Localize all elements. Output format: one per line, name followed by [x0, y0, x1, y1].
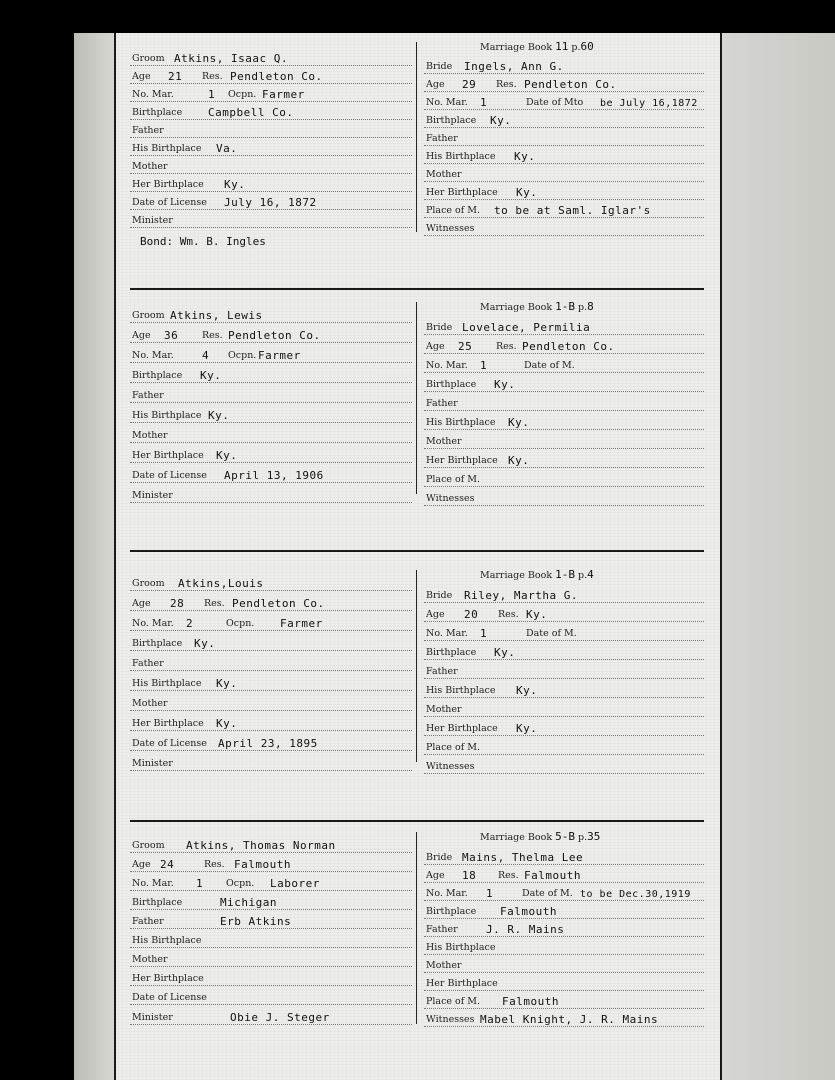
- res-label: Res.: [202, 330, 223, 341]
- groom-name: Atkins, Isaac Q.: [174, 52, 288, 65]
- bride-birthplace: Ky.: [490, 114, 512, 127]
- no-mar-label: No. Mar.: [132, 618, 174, 629]
- bride-residence: Falmouth: [524, 869, 581, 882]
- date-of-license: July 16, 1872: [224, 196, 317, 209]
- bride-his-birthplace-row: [424, 679, 704, 698]
- bride-father-label: Father: [426, 666, 458, 677]
- her-birthplace-row: [130, 444, 412, 463]
- card-divider: [416, 832, 417, 1024]
- bride-her-birthplace-row: [424, 717, 704, 736]
- his-birthplace-row: [130, 404, 412, 423]
- bride-name: Riley, Martha G.: [464, 589, 578, 602]
- his-birthplace-label: His Birthplace: [132, 143, 202, 154]
- bride-no-mar-label: No. Mar.: [426, 628, 468, 639]
- groom-name: Atkins, Lewis: [170, 309, 263, 322]
- witnesses-label: Witnesses: [426, 761, 475, 772]
- place-of-m-label: Place of M.: [426, 996, 481, 1007]
- bride-father-label: Father: [426, 924, 458, 935]
- bride-row: [424, 55, 704, 74]
- groom-birthplace: Ky.: [194, 637, 216, 650]
- marriage-book-label: Marriage Book: [480, 302, 553, 313]
- marriage-card-4: [130, 830, 705, 1030]
- mother-label: Mother: [132, 430, 168, 441]
- bride-no-mar-label: No. Mar.: [426, 888, 468, 899]
- groom-his-birthplace: Va.: [216, 142, 238, 155]
- bride-mother-row: [424, 954, 704, 973]
- bride-birthplace: Falmouth: [500, 905, 557, 918]
- bride-res-label: Res.: [498, 870, 519, 881]
- license-label: Date of License: [132, 197, 207, 208]
- mother-row: [130, 424, 412, 443]
- age-row: [130, 324, 412, 343]
- groom-age: 21: [168, 70, 183, 83]
- bride-label: Bride: [426, 590, 453, 601]
- groom-label: Groom: [132, 310, 165, 321]
- age-label: Age: [132, 859, 151, 870]
- groom-no-mar: 4: [202, 349, 210, 362]
- page-label: p.: [571, 42, 581, 53]
- ocpn-label: Ocpn.: [226, 618, 255, 629]
- res-label: Res.: [202, 71, 223, 82]
- bride-age-row: [424, 603, 704, 622]
- license-row: [130, 191, 412, 210]
- date-of-license: April 23, 1895: [218, 737, 318, 750]
- bride-res-label: Res.: [496, 79, 517, 90]
- bride-her-birthplace: Ky.: [516, 722, 538, 735]
- groom-her-birthplace: Ky.: [216, 449, 238, 462]
- bride-his-birthplace-row: [424, 936, 704, 955]
- place-of-m-row: [424, 468, 704, 487]
- date-of-m-label: Date of Mto: [526, 97, 584, 108]
- minister-label: Minister: [132, 215, 173, 226]
- marriage-card-2: [130, 300, 705, 504]
- bride-father-row: [424, 392, 704, 411]
- license-label: Date of License: [132, 738, 207, 749]
- bride-no-mar-row: [424, 622, 704, 641]
- bride-res-label: Res.: [498, 609, 519, 620]
- bride-row: [424, 846, 704, 865]
- marriage-book-header: [480, 300, 594, 313]
- minister-label: Minister: [132, 490, 173, 501]
- groom-occupation: Farmer: [262, 88, 305, 101]
- bride-her-birthplace-label: Her Birthplace: [426, 723, 498, 734]
- groom-her-birthplace: Ky.: [216, 717, 238, 730]
- no-mar-row: [130, 344, 412, 363]
- bride-his-birthplace-label: His Birthplace: [426, 942, 496, 953]
- bride-label: Bride: [426, 852, 453, 863]
- his-birthplace-row: [130, 929, 412, 948]
- minister-row: [130, 752, 412, 771]
- marriage-book-header: [480, 830, 600, 843]
- card-divider: [416, 42, 417, 232]
- groom-father: Erb Atkins: [220, 915, 292, 928]
- bride-birthplace-label: Birthplace: [426, 906, 477, 917]
- date-of-marriage: be July 16,1872: [600, 98, 698, 109]
- bride-age: 20: [464, 608, 479, 621]
- date-of-m-label: Date of M.: [524, 360, 575, 371]
- bride-mother-label: Mother: [426, 704, 462, 715]
- no-mar-label: No. Mar.: [132, 89, 174, 100]
- card-separator-1: [130, 288, 704, 290]
- bride-her-birthplace-row: [424, 181, 704, 200]
- witnesses-names: Mabel Knight, J. R. Mains: [480, 1013, 659, 1026]
- bride-age-label: Age: [426, 341, 445, 352]
- bride-column: [424, 830, 704, 1030]
- place-of-m-row: [424, 199, 704, 218]
- groom-his-birthplace: Ky.: [216, 677, 238, 690]
- groom-column: [130, 830, 412, 1030]
- no-mar-row: [130, 612, 412, 631]
- bride-label: Bride: [426, 61, 453, 72]
- his-birthplace-label: His Birthplace: [132, 678, 202, 689]
- bride-column: [424, 568, 704, 772]
- bride-no-mar-row: [424, 354, 704, 373]
- groom-residence: Pendleton Co.: [232, 597, 325, 610]
- date-of-license: April 13, 1906: [224, 469, 324, 482]
- bride-no-mar: 1: [480, 627, 488, 640]
- her-birthplace-label: Her Birthplace: [132, 718, 204, 729]
- bride-his-birthplace: Ky.: [508, 416, 530, 429]
- no-mar-label: No. Mar.: [132, 350, 174, 361]
- book-number: 5-B: [555, 830, 575, 843]
- bride-father-row: [424, 918, 704, 937]
- bride-his-birthplace-label: His Birthplace: [426, 151, 496, 162]
- bride-her-birthplace-label: Her Birthplace: [426, 187, 498, 198]
- groom-birthplace: Campbell Co.: [208, 106, 294, 119]
- father-row: [130, 384, 412, 403]
- bride-residence: Pendleton Co.: [524, 78, 617, 91]
- book-number: 1-B: [555, 300, 575, 313]
- bride-birthplace-label: Birthplace: [426, 647, 477, 658]
- license-label: Date of License: [132, 992, 207, 1003]
- bride-column: [424, 40, 704, 240]
- mother-row: [130, 692, 412, 711]
- birthplace-row: [130, 632, 412, 651]
- age-label: Age: [132, 330, 151, 341]
- her-birthplace-row: [130, 173, 412, 192]
- bride-his-birthplace-label: His Birthplace: [426, 685, 496, 696]
- minister-row: [130, 1006, 412, 1025]
- his-birthplace-row: [130, 672, 412, 691]
- groom-no-mar: 1: [196, 877, 204, 890]
- groom-no-mar: 2: [186, 617, 194, 630]
- his-birthplace-label: His Birthplace: [132, 410, 202, 421]
- marriage-book-label: Marriage Book: [480, 570, 553, 581]
- bride-her-birthplace-label: Her Birthplace: [426, 978, 498, 989]
- groom-label: Groom: [132, 578, 165, 589]
- his-birthplace-row: [130, 137, 412, 156]
- bride-father-label: Father: [426, 133, 458, 144]
- res-label: Res.: [204, 598, 225, 609]
- bride-age-label: Age: [426, 609, 445, 620]
- bride-birthplace-row: [424, 641, 704, 660]
- bride-name: Ingels, Ann G.: [464, 60, 564, 73]
- bride-no-mar-label: No. Mar.: [426, 97, 468, 108]
- minister-label: Minister: [132, 758, 173, 769]
- bride-no-mar-label: No. Mar.: [426, 360, 468, 371]
- bride-birthplace-row: [424, 900, 704, 919]
- witnesses-label: Witnesses: [426, 223, 475, 234]
- bride-name: Lovelace, Permilia: [462, 321, 591, 334]
- ocpn-label: Ocpn.: [228, 350, 257, 361]
- date-of-m-label: Date of M.: [526, 628, 577, 639]
- bride-birthplace-row: [424, 109, 704, 128]
- minister-label: Minister: [132, 1012, 173, 1023]
- marriage-card-3: [130, 568, 705, 772]
- groom-age: 24: [160, 858, 175, 871]
- bride-his-birthplace-label: His Birthplace: [426, 417, 496, 428]
- place-of-marriage: Falmouth: [502, 995, 559, 1008]
- bride-birthplace-label: Birthplace: [426, 115, 477, 126]
- father-row: [130, 910, 412, 929]
- groom-row: [130, 304, 412, 323]
- no-mar-label: No. Mar.: [132, 878, 174, 889]
- groom-row: [130, 834, 412, 853]
- birthplace-row: [130, 364, 412, 383]
- her-birthplace-row: [130, 967, 412, 986]
- place-of-m-label: Place of M.: [426, 742, 481, 753]
- left-frame-line: [114, 33, 116, 1080]
- groom-residence: Falmouth: [234, 858, 291, 871]
- bride-mother-row: [424, 163, 704, 182]
- card-separator-3: [130, 820, 704, 822]
- place-of-m-label: Place of M.: [426, 205, 481, 216]
- groom-her-birthplace: Ky.: [224, 178, 246, 191]
- birthplace-label: Birthplace: [132, 897, 183, 908]
- card-separator-2: [130, 550, 704, 552]
- bride-no-mar-row: [424, 91, 704, 110]
- marriage-book-label: Marriage Book: [480, 832, 553, 843]
- bride-his-birthplace-row: [424, 411, 704, 430]
- groom-label: Groom: [132, 840, 165, 851]
- groom-residence: Pendleton Co.: [228, 329, 321, 342]
- bride-her-birthplace-label: Her Birthplace: [426, 455, 498, 466]
- minister-name: Obie J. Steger: [230, 1011, 330, 1024]
- bride-no-mar: 1: [480, 96, 488, 109]
- father-row: [130, 119, 412, 138]
- sheet-left-edge: [74, 33, 116, 1080]
- groom-name: Atkins, Thomas Norman: [186, 839, 336, 852]
- bride-mother-row: [424, 698, 704, 717]
- groom-birthplace: Ky.: [200, 369, 222, 382]
- father-label: Father: [132, 125, 164, 136]
- place-of-marriage: to be at Saml. Iglar's: [494, 204, 651, 217]
- date-of-m-label: Date of M.: [522, 888, 573, 899]
- place-of-m-label: Place of M.: [426, 474, 481, 485]
- groom-occupation: Laborer: [270, 877, 320, 890]
- mother-label: Mother: [132, 161, 168, 172]
- bride-age: 25: [458, 340, 473, 353]
- age-row: [130, 65, 412, 84]
- page-number: 35: [587, 830, 601, 843]
- license-row: [130, 732, 412, 751]
- bride-mother-label: Mother: [426, 960, 462, 971]
- page-number: 4: [587, 568, 594, 581]
- birthplace-row: [130, 891, 412, 910]
- date-of-marriage: to be Dec.30,1919: [580, 889, 691, 900]
- groom-column: [130, 568, 412, 768]
- bride-her-birthplace: Ky.: [508, 454, 530, 467]
- groom-birthplace: Michigan: [220, 896, 277, 909]
- bond-note: Bond: Wm. B. Ingles: [140, 235, 266, 248]
- father-label: Father: [132, 916, 164, 927]
- groom-occupation: Farmer: [258, 349, 301, 362]
- bride-res-label: Res.: [496, 341, 517, 352]
- bride-her-birthplace-row: [424, 449, 704, 468]
- bride-label: Bride: [426, 322, 453, 333]
- bride-his-birthplace: Ky.: [516, 684, 538, 697]
- bride-mother-label: Mother: [426, 169, 462, 180]
- bride-her-birthplace: Ky.: [516, 186, 538, 199]
- bride-age-row: [424, 864, 704, 883]
- bride-birthplace: Ky.: [494, 646, 516, 659]
- groom-name: Atkins,Louis: [178, 577, 264, 590]
- marriage-book-header: [480, 568, 594, 581]
- bride-birthplace-label: Birthplace: [426, 379, 477, 390]
- marriage-card-1: [130, 40, 705, 280]
- groom-no-mar: 1: [208, 88, 216, 101]
- no-mar-row: [130, 83, 412, 102]
- bride-his-birthplace-row: [424, 145, 704, 164]
- minister-row: [130, 209, 412, 228]
- bride-row: [424, 584, 704, 603]
- card-divider: [416, 302, 417, 494]
- birthplace-label: Birthplace: [132, 107, 183, 118]
- mother-label: Mother: [132, 698, 168, 709]
- scanner-top-band: [0, 0, 835, 33]
- bride-row: [424, 316, 704, 335]
- bride-column: [424, 300, 704, 504]
- witnesses-row: [424, 217, 704, 236]
- bride-residence: Ky.: [526, 608, 548, 621]
- groom-row: [130, 572, 412, 591]
- father-row: [130, 652, 412, 671]
- age-row: [130, 592, 412, 611]
- groom-residence: Pendleton Co.: [230, 70, 323, 83]
- book-number: 1-B: [555, 568, 575, 581]
- book-number: 11: [555, 40, 569, 53]
- page-label: p.: [578, 302, 588, 313]
- birthplace-label: Birthplace: [132, 370, 183, 381]
- age-label: Age: [132, 598, 151, 609]
- license-row: [130, 986, 412, 1005]
- groom-age: 36: [164, 329, 179, 342]
- father-label: Father: [132, 658, 164, 669]
- groom-column: [130, 300, 412, 500]
- place-of-m-row: [424, 990, 704, 1009]
- bride-father-row: [424, 127, 704, 146]
- her-birthplace-label: Her Birthplace: [132, 450, 204, 461]
- right-frame-line: [720, 33, 722, 1080]
- witnesses-row: [424, 755, 704, 774]
- bride-father: J. R. Mains: [486, 923, 565, 936]
- groom-column: [130, 40, 412, 240]
- bride-mother-row: [424, 430, 704, 449]
- ocpn-label: Ocpn.: [226, 878, 255, 889]
- witnesses-row: [424, 487, 704, 506]
- bride-no-mar-row: [424, 882, 704, 901]
- her-birthplace-row: [130, 712, 412, 731]
- witnesses-label: Witnesses: [426, 1014, 475, 1025]
- witnesses-row: [424, 1008, 704, 1027]
- mother-label: Mother: [132, 954, 168, 965]
- bride-age-row: [424, 335, 704, 354]
- birthplace-row: [130, 101, 412, 120]
- bride-her-birthplace-row: [424, 972, 704, 991]
- sheet-right-edge: [720, 33, 835, 1080]
- bride-no-mar: 1: [480, 359, 488, 372]
- witnesses-label: Witnesses: [426, 493, 475, 504]
- page-label: p.: [578, 832, 588, 843]
- bride-age: 29: [462, 78, 477, 91]
- bride-age-label: Age: [426, 79, 445, 90]
- page-label: p.: [578, 570, 588, 581]
- bride-his-birthplace: Ky.: [514, 150, 536, 163]
- page-number: 8: [587, 300, 594, 313]
- groom-row: [130, 47, 412, 66]
- place-of-m-row: [424, 736, 704, 755]
- bride-father-row: [424, 660, 704, 679]
- ocpn-label: Ocpn.: [228, 89, 257, 100]
- bride-birthplace: Ky.: [494, 378, 516, 391]
- her-birthplace-label: Her Birthplace: [132, 179, 204, 190]
- groom-his-birthplace: Ky.: [208, 409, 230, 422]
- mother-row: [130, 155, 412, 174]
- card-divider: [416, 570, 417, 762]
- bride-father-label: Father: [426, 398, 458, 409]
- father-label: Father: [132, 390, 164, 401]
- bride-no-mar: 1: [486, 887, 494, 900]
- bride-birthplace-row: [424, 373, 704, 392]
- no-mar-row: [130, 872, 412, 891]
- bride-age-label: Age: [426, 870, 445, 881]
- age-label: Age: [132, 71, 151, 82]
- bride-mother-label: Mother: [426, 436, 462, 447]
- groom-label: Groom: [132, 53, 165, 64]
- res-label: Res.: [204, 859, 225, 870]
- groom-occupation: Farmer: [280, 617, 323, 630]
- her-birthplace-label: Her Birthplace: [132, 973, 204, 984]
- marriage-book-label: Marriage Book: [480, 42, 553, 53]
- bride-age: 18: [462, 869, 477, 882]
- minister-row: [130, 484, 412, 503]
- license-row: [130, 464, 412, 483]
- bride-age-row: [424, 73, 704, 92]
- bride-residence: Pendleton Co.: [522, 340, 615, 353]
- license-label: Date of License: [132, 470, 207, 481]
- groom-age: 28: [170, 597, 185, 610]
- bride-name: Mains, Thelma Lee: [462, 851, 584, 864]
- marriage-book-header: [480, 40, 594, 53]
- mother-row: [130, 948, 412, 967]
- birthplace-label: Birthplace: [132, 638, 183, 649]
- page-number: 60: [580, 40, 594, 53]
- age-row: [130, 853, 412, 872]
- his-birthplace-label: His Birthplace: [132, 935, 202, 946]
